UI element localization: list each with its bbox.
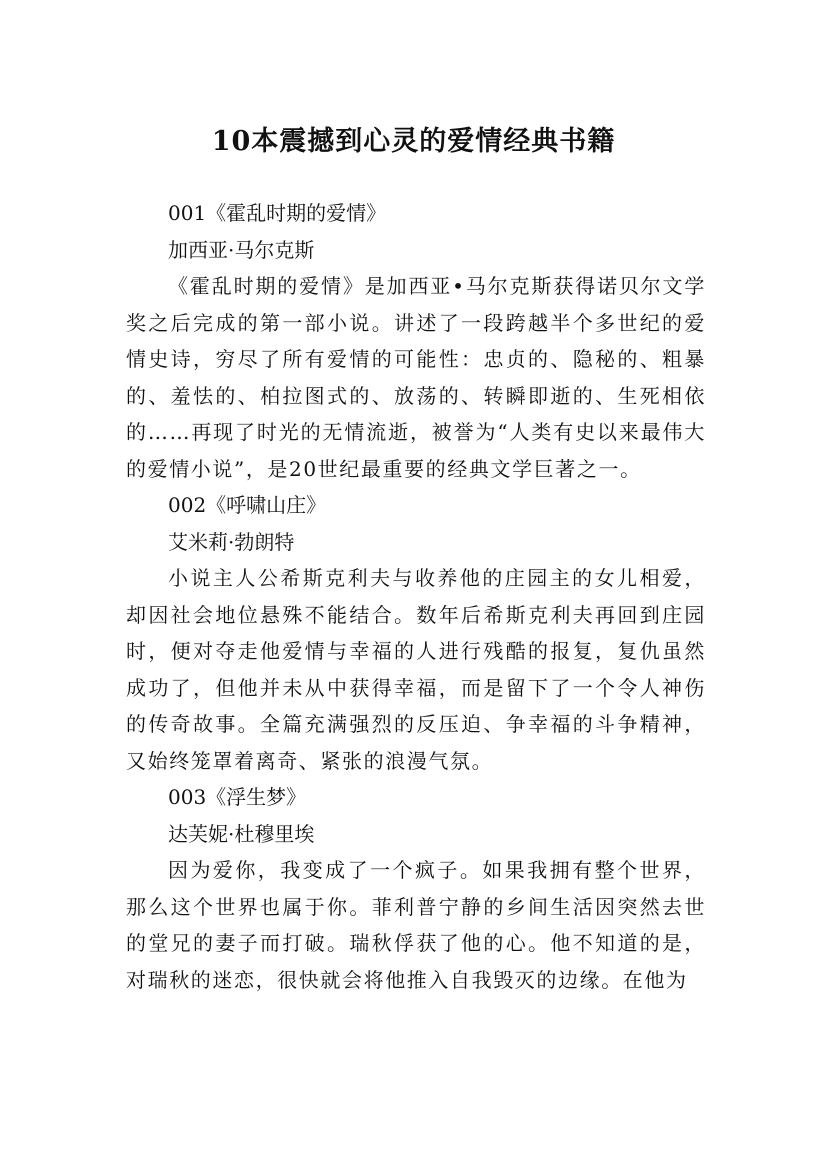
- book-author: 达芙妮·杜穆里埃: [168, 821, 315, 846]
- book-description: 因为爱你，我变成了一个疯子。如果我拥有整个世界，那么这个世界也属于你。菲利普宁静的乡间生活因突然去世的堂兄的妻子而打破。瑞秋俘获了他的心。他不知道的是，对瑞秋的迷恋，很快就会将他推入自我毁灭的边缘。在他为: [126, 858, 706, 992]
- document-body: [126, 195, 706, 998]
- document-title: 10本震撼到心灵的爱情经典书籍: [211, 126, 616, 158]
- book-heading: 003《浮生梦》: [168, 785, 307, 809]
- book-entry-003: [126, 779, 706, 998]
- book-description: 小说主人公希斯克利夫与收养他的庄园主的女儿相爱，却因社会地位悬殊不能结合。数年后希斯克利夫再回到庄园时，便对夺走他爱情与幸福的人进行残酷的报复，复仇虽然成功了，但他并未从中获得幸福，而是留下了一个令人神伤的传奇故事。全篇充满强烈的反压迫、争幸福的斗争精神，又始终笼罩着离奇、紧张的浪漫气氛。: [126, 566, 706, 773]
- book-author: 艾米莉·勃朗特: [168, 529, 295, 554]
- book-entry-002: [126, 487, 706, 779]
- book-heading: 001《霍乱时期的爱情》: [168, 201, 387, 225]
- book-entry-001: [126, 195, 706, 487]
- book-author: 加西亚·马尔克斯: [168, 237, 315, 262]
- book-heading: 002《呼啸山庄》: [168, 493, 327, 517]
- book-description: 《霍乱时期的爱情》是加西亚•马尔克斯获得诺贝尔文学奖之后完成的第一部小说。讲述了一段跨越半个多世纪的爱情史诗，穷尽了所有爱情的可能性：忠贞的、隐秘的、粗暴的、羞怯的、柏拉图式的、放荡的、转瞬即逝的、生死相依的……再现了时光的无情流逝，被誉为“人类有史以来最伟大的爱情小说”，是20世纪最重要的经典文学巨著之一。: [126, 274, 706, 481]
